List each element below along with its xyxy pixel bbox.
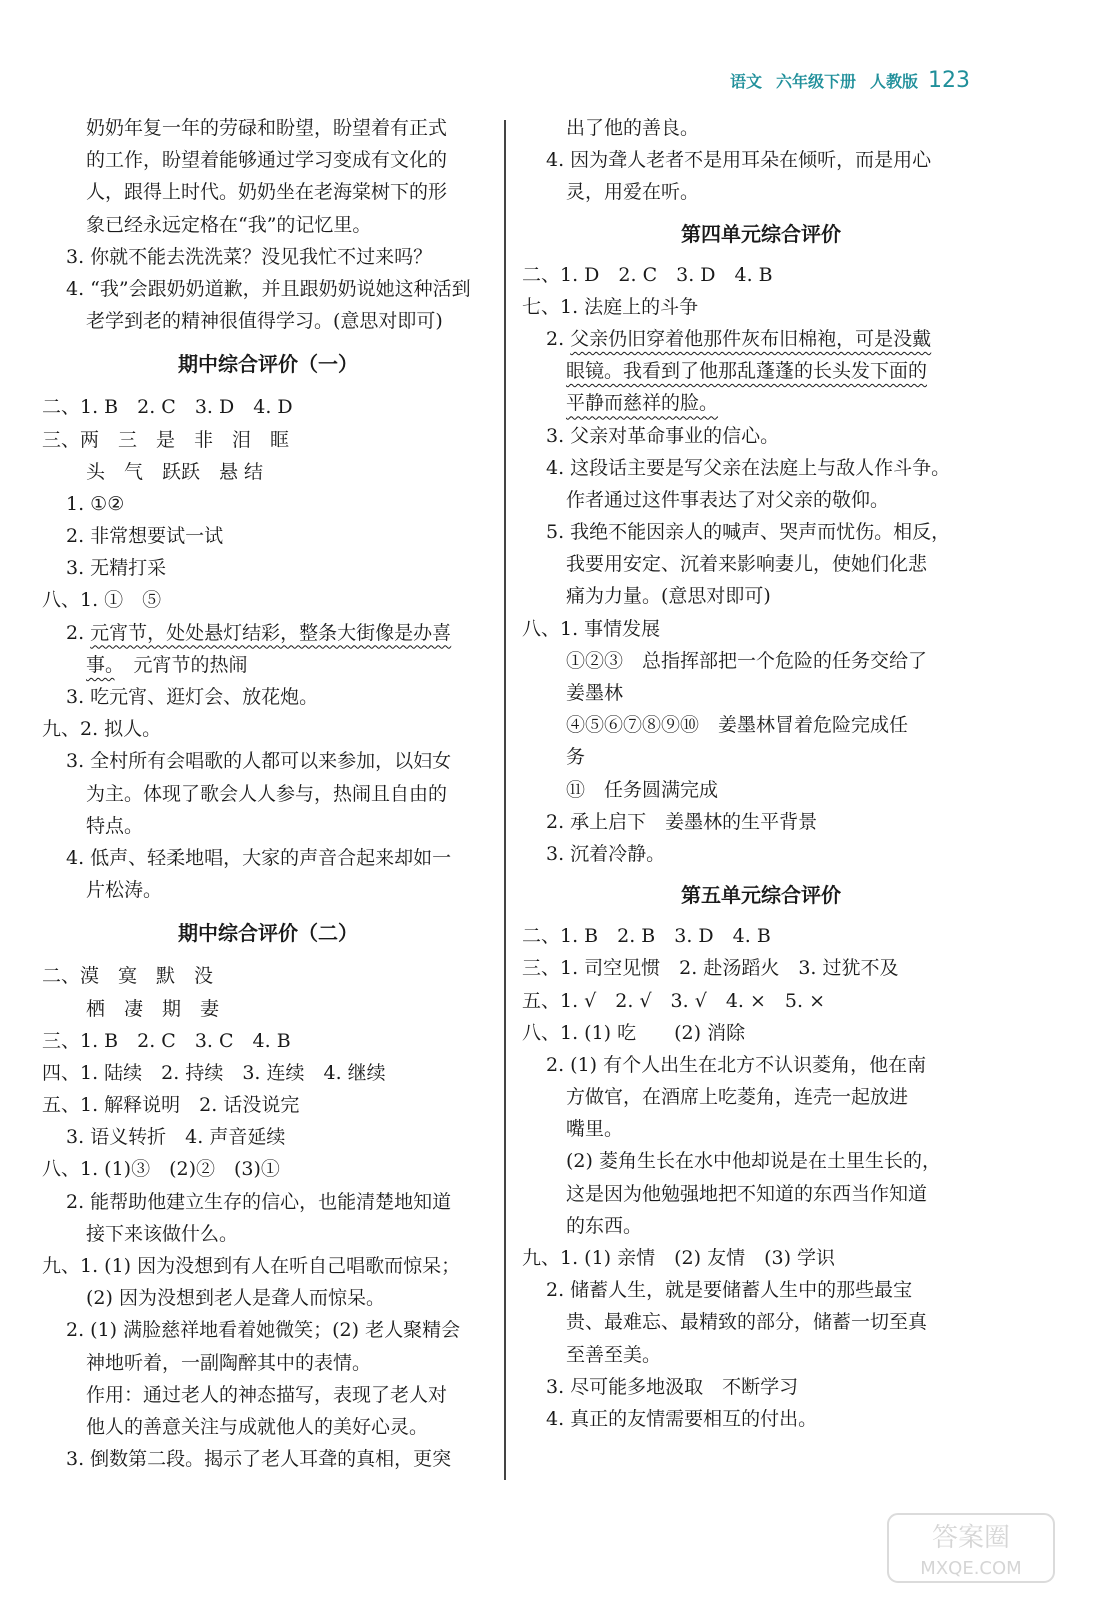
answer-line: 3. 全村所有会唱歌的人都可以来参加，以妇女 bbox=[66, 750, 452, 773]
answer-line: 4. 低声、轻柔地唱，大家的声音合起来却如一 bbox=[66, 846, 452, 869]
answer-line: 奶奶年复一年的劳碌和盼望，盼望着有正式 bbox=[86, 117, 448, 139]
answer-line: 4. 这段话主要是写父亲在法庭上与敌人作斗争。 bbox=[546, 456, 951, 479]
answer-line: 五、1. √ 2. √ 3. √ 4. × 5. × bbox=[522, 989, 825, 1012]
answer-line: 他人的善意关注与成就他人的美好心灵。 bbox=[86, 1415, 429, 1438]
answer-line: 神地听着，一副陶醉其中的表情。 bbox=[86, 1351, 372, 1374]
answer-line: 出了他的善良。 bbox=[566, 117, 700, 139]
subject-label: 语文 bbox=[729, 72, 762, 91]
answer-line: 二、1. B 2. B 3. D 4. B bbox=[522, 925, 771, 948]
answer-line: 2. (1) 满脸慈祥地看着她微笑；(2) 老人聚精会 bbox=[66, 1319, 461, 1342]
answer-line: 人，跟得上时代。奶奶坐在老海棠树下的形 bbox=[86, 181, 448, 204]
answer-line: 2. 储蓄人生，就是要储蓄人生中的那些最宝 bbox=[546, 1279, 913, 1302]
answer-line: ④⑤⑥⑦⑧⑨⑩ 姜墨林冒着危险完成任 bbox=[566, 714, 909, 737]
answer-line: 九、1. (1) 亲情 (2) 友情 (3) 学识 bbox=[522, 1247, 836, 1269]
answer-line: 3. 沉着冷静。 bbox=[546, 842, 666, 865]
answer-line: 姜墨林 bbox=[566, 682, 624, 704]
answer-line: 四、1. 陆续 2. 持续 3. 连续 4. 继续 bbox=[42, 1061, 386, 1084]
answer-line: 4. 因为聋人老者不是用耳朵在倾听，而是用心 bbox=[546, 149, 932, 172]
svg-text:答案圈: 答案圈 bbox=[931, 1523, 1011, 1553]
answer-line: 痛为力量。(意思对即可) bbox=[566, 585, 771, 608]
answer-line: ⑪ 任务圆满完成 bbox=[566, 778, 719, 801]
section-heading: 期中综合评价（一） bbox=[178, 352, 358, 377]
column-divider bbox=[504, 120, 506, 1480]
answer-line: 至善至美。 bbox=[566, 1343, 662, 1366]
answer-line: 二、漠 寞 默 没 bbox=[42, 965, 214, 988]
answer-line: 灵，用爱在听。 bbox=[566, 181, 700, 204]
answer-line: 特点。 bbox=[86, 814, 144, 837]
answer-line: 八、1. ① ⑤ bbox=[42, 589, 162, 612]
answer-line: 的东西。 bbox=[566, 1214, 643, 1237]
answer-line: 3. 无精打采 bbox=[66, 557, 167, 580]
answer-line: 2. 能帮助他建立生存的信心，也能清楚地知道 bbox=[66, 1190, 452, 1213]
answer-line: 嘴里。 bbox=[566, 1118, 624, 1141]
section-heading: 期中综合评价（二） bbox=[178, 921, 358, 946]
answer-line: 1. ①② bbox=[66, 492, 125, 515]
answer-line: 八、1. (1) 吃 (2) 消除 bbox=[522, 1021, 746, 1044]
answer-line: 眼镜。我看到了他那乱蓬蓬的长头发下面的 bbox=[566, 360, 928, 383]
section-heading: 第四单元综合评价 bbox=[681, 221, 841, 246]
answer-line: 八、1. (1)③ (2)② (3)① bbox=[42, 1158, 280, 1181]
answer-line: 二、1. D 2. C 3. D 4. B bbox=[522, 263, 773, 286]
answer-line: 象已经永远定格在“我”的记忆里。 bbox=[86, 213, 372, 236]
answer-line: 方做官，在酒席上吃菱角，连壳一起放进 bbox=[566, 1086, 909, 1109]
answer-line: 4. “我”会跟奶奶道歉，并且跟奶奶说她这种活到 bbox=[66, 277, 471, 300]
answer-line: 3. 父亲对革命事业的信心。 bbox=[546, 424, 780, 447]
answer-line: 片松涛。 bbox=[86, 879, 163, 902]
answer-line: 作用：通过老人的神态描写，表现了老人对 bbox=[86, 1383, 448, 1406]
answer-line: 贵、最难忘、最精致的部分，储蓄一切至真 bbox=[566, 1311, 928, 1334]
answer-line: 三、1. 司空见惯 2. 赴汤蹈火 3. 过犹不及 bbox=[522, 957, 899, 980]
answer-line: 2. 父亲仍旧穿着他那件灰布旧棉袍，可是没戴 bbox=[546, 327, 932, 350]
answer-line: 2. (1) 有个人出生在北方不认识菱角，他在南 bbox=[546, 1053, 927, 1076]
answer-line: 头 气 跃跃 悬 结 bbox=[86, 460, 264, 483]
page-number: 123 bbox=[928, 68, 970, 93]
answer-line: (2) 菱角生长在水中他却说是在土里生长的， bbox=[566, 1150, 941, 1173]
answer-line: 八、1. 事情发展 bbox=[522, 617, 661, 640]
answer-line: 3. 你就不能去洗洗菜？没见我忙不过来吗？ bbox=[66, 245, 433, 268]
answer-line: 九、1. (1) 因为没想到有人在听自己唱歌而惊呆； bbox=[42, 1255, 461, 1277]
answer-line: 这是因为他勉强地把不知道的东西当作知道 bbox=[566, 1182, 928, 1205]
grade-label: 六年级下册 bbox=[775, 72, 856, 91]
answer-line: 五、1. 解释说明 2. 话没说完 bbox=[42, 1094, 300, 1117]
answer-line: 2. 元宵节，处处悬灯结彩，整条大街像是办喜 bbox=[66, 621, 452, 644]
answer-line: ①②③ 总指挥部把一个危险的任务交给了 bbox=[566, 649, 928, 672]
answer-line: 我要用安定、沉着来影响妻儿，使她们化悲 bbox=[566, 553, 928, 576]
answer-line: 5. 我绝不能因亲人的喊声、哭声而忧伤。相反， bbox=[546, 521, 951, 544]
answer-line: 七、1. 法庭上的斗争 bbox=[522, 295, 699, 318]
watermark-logo bbox=[886, 1512, 1056, 1584]
answer-line: 2. 非常想要试一试 bbox=[66, 525, 224, 548]
answer-line: 接下来该做什么。 bbox=[86, 1222, 239, 1245]
left-column bbox=[42, 112, 494, 1475]
answer-line: 的工作，盼望着能够通过学习变成有文化的 bbox=[86, 149, 448, 172]
answer-line: 老学到老的精神很值得学习。(意思对即可) bbox=[86, 310, 443, 333]
answer-line: 九、2. 拟人。 bbox=[42, 718, 162, 741]
edition-label: 人教版 bbox=[869, 72, 918, 91]
page-header bbox=[716, 68, 970, 93]
svg-text:MXQE.COM: MXQE.COM bbox=[920, 1558, 1022, 1579]
answer-line: 3. 倒数第二段。揭示了老人耳聋的真相，更突 bbox=[66, 1448, 452, 1471]
answer-line: 3. 吃元宵、逛灯会、放花炮。 bbox=[66, 686, 319, 708]
answer-line: 2. 承上启下 姜墨林的生平背景 bbox=[546, 810, 818, 833]
right-column bbox=[522, 112, 1000, 1435]
answer-line: 三、两 三 是 非 泪 眶 bbox=[42, 428, 290, 451]
answer-line: 4. 真正的友情需要相互的付出。 bbox=[546, 1407, 818, 1430]
answer-line: 栖 凄 期 妻 bbox=[86, 997, 220, 1020]
section-heading: 第五单元综合评价 bbox=[681, 883, 841, 908]
answer-line: 3. 语义转折 4. 声音延续 bbox=[66, 1126, 286, 1149]
answer-line: 务 bbox=[566, 746, 586, 769]
answer-line: 作者通过这件事表达了对父亲的敬仰。 bbox=[566, 488, 890, 511]
answer-line: 三、1. B 2. C 3. C 4. B bbox=[42, 1029, 291, 1052]
answer-line: 3. 尽可能多地汲取 不断学习 bbox=[546, 1375, 799, 1398]
answer-line: 平静而慈祥的脸。 bbox=[566, 392, 719, 415]
answer-line: 二、1. B 2. C 3. D 4. D bbox=[42, 396, 293, 419]
answer-line: (2) 因为没想到老人是聋人而惊呆。 bbox=[86, 1287, 385, 1310]
answer-line: 事。 元宵节的热闹 bbox=[86, 653, 248, 676]
answer-line: 为主。体现了歌会人人参与，热闹且自由的 bbox=[86, 782, 448, 805]
